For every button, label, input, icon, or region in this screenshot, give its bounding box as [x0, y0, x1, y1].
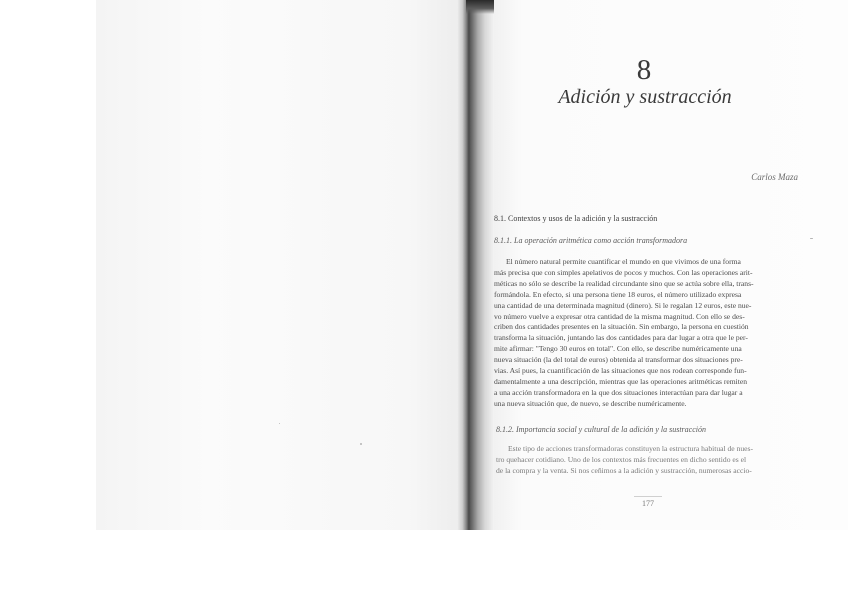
- page-number-rule: [634, 496, 662, 497]
- text-line: mite afirmar: "Tengo 30 euros en total". Con ello, se describe numéricamente una: [494, 344, 742, 354]
- scan-speck: [810, 238, 813, 239]
- page-number: 177: [642, 499, 654, 508]
- text-line: una nueva situación que, de nuevo, se describe numéricamente.: [494, 398, 687, 408]
- body-paragraph: [496, 444, 806, 477]
- text-line: nueva situación (la del total de euros) obtenida al transformar dos situaciones pre-: [494, 355, 743, 365]
- author-name: Carlos Maza: [751, 172, 798, 182]
- text-line: formándola. En efecto, si una persona tiene 18 euros, el número utilizado expresa: [494, 289, 742, 299]
- body-paragraph: [494, 257, 804, 410]
- subsection-heading: 8.1.1. La operación aritmética como acción transformadora: [494, 236, 688, 245]
- chapter-number: 8: [636, 54, 652, 86]
- text-line: tro quehacer cotidiano. Uno de los contextos más frecuentes en dicho sentido es el: [496, 454, 747, 464]
- section-heading: 8.1. Contextos y usos de la adición y la sustracción: [494, 214, 658, 223]
- book-spine-gutter: [458, 0, 494, 530]
- text-line: vias. Así pues, la cuantificación de las situaciones que nos rodean corresponde fun-: [494, 366, 747, 376]
- text-line: criben dos cantidades presentes en la situación. Sin embargo, la persona en cuestión: [494, 322, 749, 332]
- left-blank-page: [96, 0, 464, 530]
- text-line: a una acción transformadora en la que dos situaciones interactúan para dar lugar a: [494, 387, 743, 397]
- text-line: Este tipo de acciones transformadoras constituyen la estructura habitual de nues-: [508, 444, 754, 453]
- text-line: El número natural permite cuantificar el mundo en que vivimos de una forma: [506, 257, 741, 266]
- text-line: vo número vuelve a expresar otra cantidad de la misma magnitud. Con ello se des-: [494, 311, 745, 321]
- text-line: una cantidad de una determinada magnitud (dinero). Si le regalan 12 euros, este nue-: [494, 300, 752, 310]
- scan-speck: [360, 443, 362, 445]
- text-line: de la compra y la venta. Si nos ceñimos a la adición y sustracción, numerosas accio-: [496, 465, 752, 475]
- text-line: damentalmente a una descripción, mientras que las operaciones aritméticas remiten: [494, 376, 748, 386]
- scan-speck: [279, 423, 280, 424]
- subsection-heading: 8.1.2. Importancia social y cultural de la adición y la sustracción: [496, 425, 706, 434]
- text-line: transforma la situación, juntando las dos cantidades para dar lugar a otra que le per-: [494, 333, 748, 343]
- chapter-title: Adición y sustracción: [558, 86, 732, 108]
- text-line: más precisa que con simples apelativos de pocos y muchos. Con las operaciones arit-: [494, 267, 753, 277]
- text-line: méticas no sólo se describe la realidad circundante sino que se actúa sobre ella, trans-: [494, 278, 754, 288]
